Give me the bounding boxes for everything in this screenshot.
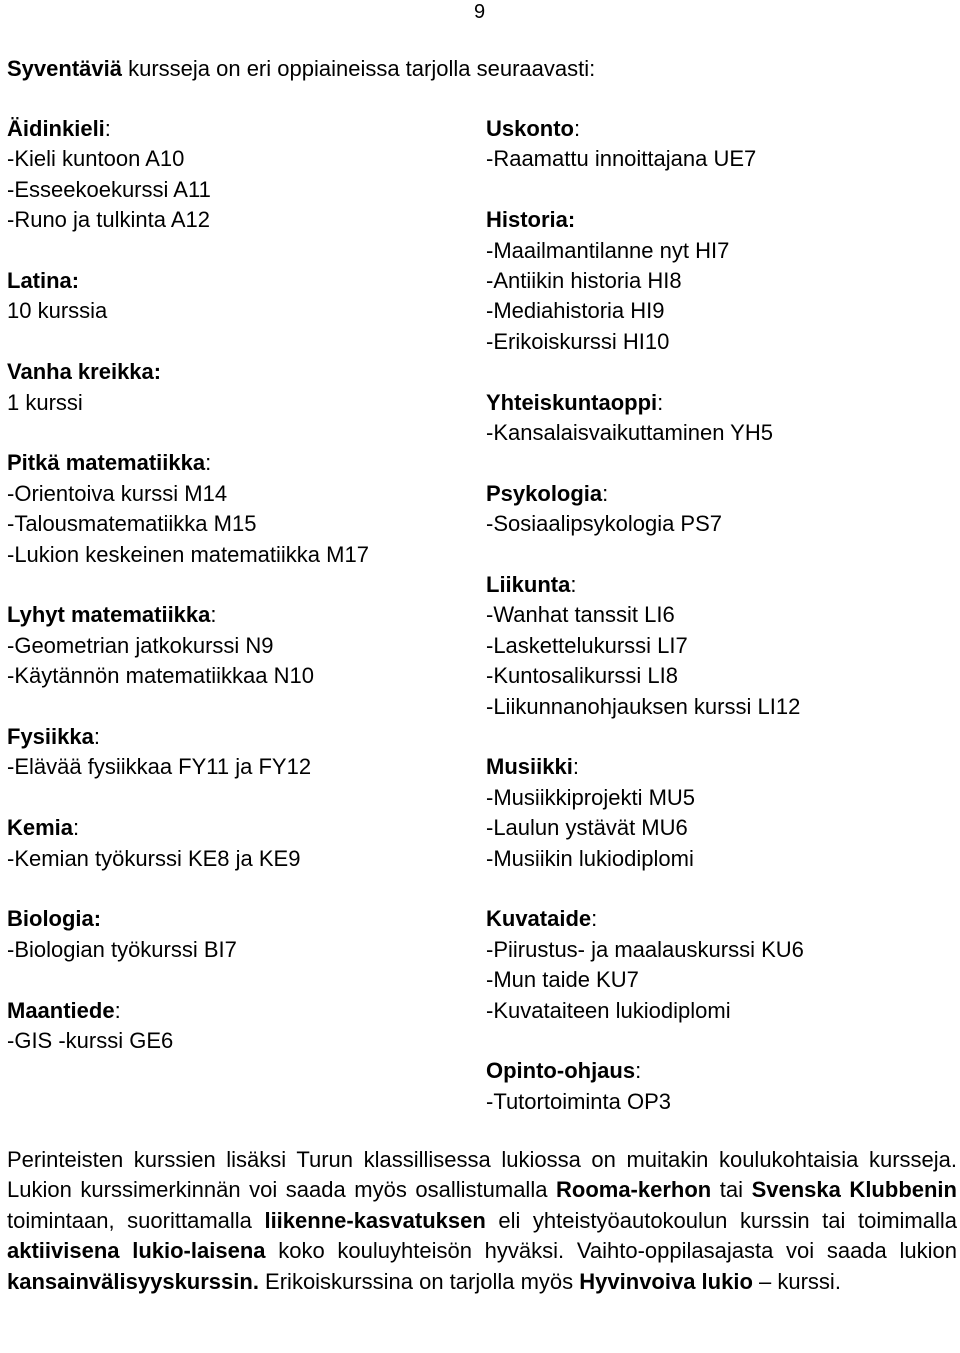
subject-heading xyxy=(7,600,467,630)
footer-paragraph xyxy=(7,1145,957,1297)
course-item: -Tutortoiminta OP3 xyxy=(486,1088,672,1114)
subject-section xyxy=(486,752,956,874)
footer-text: koko kouluyhteisön hyväksi. Vaihto-oppilasajasta voi saada lukion xyxy=(265,1238,957,1264)
subject-heading xyxy=(486,205,956,235)
subject-heading xyxy=(486,388,956,418)
subject-name: Pitkä matematiikka xyxy=(7,450,206,476)
course-item: -Erikoiskurssi HI10 xyxy=(486,328,670,354)
course-item: -Kemian työkurssi KE8 ja KE9 xyxy=(7,845,301,871)
subject-heading xyxy=(486,479,956,509)
subject-section xyxy=(486,1056,956,1117)
subject-heading xyxy=(7,266,467,296)
subject-name-suffix: : xyxy=(205,450,212,476)
subject-heading xyxy=(486,904,956,934)
subject-name: Kemia xyxy=(7,815,74,841)
subject-section xyxy=(486,479,956,540)
subject-name-suffix: : xyxy=(574,116,581,141)
course-item: -Laskettelukurssi LI7 xyxy=(486,632,688,658)
subject-name: Musiikki xyxy=(486,754,573,780)
intro-rest: kursseja on eri oppiaineissa tarjolla seuraavasti: xyxy=(121,56,596,81)
subject-name: Maantiede xyxy=(7,997,115,1023)
footer-text: toimintaan, suorittamalla xyxy=(7,1207,265,1233)
right-column xyxy=(486,114,956,1148)
intro-bold: Syventäviä xyxy=(7,56,122,81)
course-item: -Liikunnanohjauksen kurssi LI12 xyxy=(486,693,801,719)
subject-name: Uskonto xyxy=(486,116,574,141)
footer-bold-text: Svenska Klubbenin xyxy=(751,1177,957,1203)
subject-name: Liikunta xyxy=(486,572,571,598)
subject-section xyxy=(486,205,956,357)
course-item: -Laulun ystävät MU6 xyxy=(486,815,688,841)
course-item: -Orientoiva kurssi M14 xyxy=(7,480,228,506)
course-item: -Kieli kuntoon A10 xyxy=(7,146,185,172)
subject-section xyxy=(486,904,956,1026)
course-item: -Kansalaisvaikuttaminen YH5 xyxy=(486,420,773,446)
subject-name: Psykologia xyxy=(486,480,603,506)
subject-heading xyxy=(486,570,956,600)
course-item: -Runo ja tulkinta A12 xyxy=(7,207,211,233)
course-item: -Raamattu innoittajana UE7 xyxy=(486,146,757,172)
footer-text: Perinteisten kurssien lisäksi Turun klassillisessa lukiossa on muitakin koulukohtaisia kursseja. Lukion kurssimerkinnän voi saada myös osallistumalla xyxy=(7,1147,957,1203)
subject-name: Vanha kreikka: xyxy=(7,359,162,385)
course-item: 1 kurssi xyxy=(7,389,83,415)
subject-section xyxy=(7,600,467,691)
course-item: -Talousmatematiikka M15 xyxy=(7,511,257,537)
footer-text: Erikoiskurssina on tarjolla myös xyxy=(258,1268,580,1294)
subject-name: Latina: xyxy=(7,268,80,294)
course-item: -Wanhat tanssit LI6 xyxy=(486,602,675,628)
course-item: -Esseekoekurssi A11 xyxy=(7,176,211,202)
footer-text: tai xyxy=(711,1177,752,1203)
course-item: -Antiikin historia HI8 xyxy=(486,268,682,294)
course-item: -Kuntosalikurssi LI8 xyxy=(486,663,678,689)
subject-name: Kuvataide xyxy=(486,906,592,932)
course-item: -Mediahistoria HI9 xyxy=(486,298,665,324)
course-item: -Musiikin lukiodiplomi xyxy=(486,845,694,871)
subject-heading xyxy=(7,448,467,478)
subject-section xyxy=(486,114,956,175)
subject-heading xyxy=(7,114,467,144)
course-item: -Maailmantilanne nyt HI7 xyxy=(486,237,730,263)
course-item: -GIS -kurssi GE6 xyxy=(7,1028,174,1054)
page-number: 9 xyxy=(474,1,486,23)
subject-section xyxy=(486,388,956,449)
subject-name-suffix: : xyxy=(602,480,609,506)
subject-name-suffix: : xyxy=(591,906,598,932)
subject-section xyxy=(7,357,467,418)
subject-section xyxy=(7,448,467,570)
subject-heading xyxy=(7,813,467,843)
course-item: -Geometrian jatkokurssi N9 xyxy=(7,632,274,658)
footer-bold-text: liikenne-kasvatuksen xyxy=(264,1207,486,1233)
subject-heading xyxy=(7,357,467,387)
course-item: -Mun taide KU7 xyxy=(486,967,639,993)
course-item: -Käytännön matematiikkaa N10 xyxy=(7,663,314,689)
course-item: -Kuvataiteen lukiodiplomi xyxy=(486,997,731,1023)
subject-name-suffix: : xyxy=(210,602,217,628)
subject-section xyxy=(7,722,467,783)
subject-section xyxy=(486,570,956,722)
subject-name-suffix: : xyxy=(104,116,111,141)
subject-name-suffix: : xyxy=(657,389,664,415)
course-item: -Biologian työkurssi BI7 xyxy=(7,936,237,962)
subject-section xyxy=(7,114,467,236)
footer-bold-text: Hyvinvoiva lukio xyxy=(579,1268,753,1294)
subject-name: Lyhyt matematiikka xyxy=(7,602,211,628)
course-item: -Sosiaalipsykologia PS7 xyxy=(486,511,723,537)
footer-bold-text: Rooma-kerhon xyxy=(556,1177,712,1203)
subject-section xyxy=(7,996,467,1057)
footer-bold-text: aktiivisena lukio-laisena xyxy=(7,1238,266,1264)
subject-name-suffix: : xyxy=(73,815,80,841)
subject-name: Fysiikka xyxy=(7,724,94,750)
intro-line xyxy=(7,54,595,84)
footer-text: – kurssi. xyxy=(752,1268,841,1294)
subject-name-suffix: : xyxy=(93,724,100,750)
subject-section xyxy=(7,904,467,965)
subject-name: Yhteiskuntaoppi xyxy=(486,389,658,415)
subject-heading xyxy=(486,752,956,782)
subject-name: Historia: xyxy=(486,207,576,233)
subject-heading xyxy=(486,1056,956,1086)
course-item: -Lukion keskeinen matematiikka M17 xyxy=(7,541,369,567)
course-item: -Piirustus- ja maalauskurssi KU6 xyxy=(486,936,804,962)
footer-text: eli yhteistyöautokoulun kurssin tai toimimalla xyxy=(485,1207,957,1233)
subject-section xyxy=(7,266,467,327)
footer-bold-text: kansainvälisyyskurssin. xyxy=(7,1268,259,1294)
course-item: -Elävää fysiikkaa FY11 ja FY12 xyxy=(7,754,312,780)
subject-heading xyxy=(7,904,467,934)
subject-name-suffix: : xyxy=(570,572,577,598)
subject-name-suffix: : xyxy=(572,754,579,780)
subject-section xyxy=(7,813,467,874)
subject-name-suffix: : xyxy=(635,1058,642,1084)
subject-name: Biologia: xyxy=(7,906,102,932)
subject-heading xyxy=(486,114,956,144)
subject-name-suffix: : xyxy=(114,997,121,1023)
left-column xyxy=(7,114,467,1087)
course-item: 10 kurssia xyxy=(7,298,108,324)
subject-heading xyxy=(7,722,467,752)
course-item: -Musiikkiprojekti MU5 xyxy=(486,784,696,810)
subject-name: Opinto-ohjaus xyxy=(486,1058,636,1084)
subject-name: Äidinkieli xyxy=(7,116,105,141)
subject-heading xyxy=(7,996,467,1026)
